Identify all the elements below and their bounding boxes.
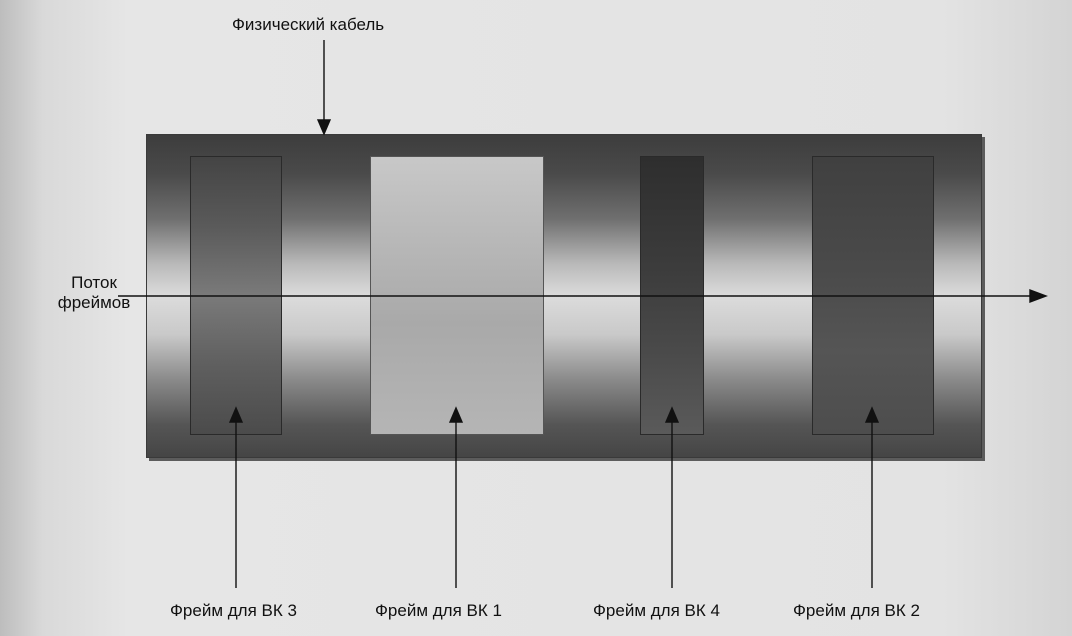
frame-stream-label-line1: Поток — [71, 273, 117, 292]
frame-vk2-pointer-head — [866, 408, 878, 422]
frame-vk1-label: Фрейм для ВК 1 — [375, 601, 502, 620]
frame-vk4-label: Фрейм для ВК 4 — [593, 601, 720, 620]
frame-stream-head — [1030, 290, 1046, 302]
frame-vk2-label: Фрейм для ВК 2 — [793, 601, 920, 620]
frame-vk4-pointer-head — [666, 408, 678, 422]
frame-stream-label-line2: фреймов — [57, 293, 131, 312]
frame-stream-label — [52, 273, 136, 313]
frame-vk3-pointer-head — [230, 408, 242, 422]
physical-cable-label: Физический кабель — [232, 15, 385, 34]
cable-pointer-head — [318, 120, 330, 134]
frame-vk1-pointer-head — [450, 408, 462, 422]
frame-vk3-label: Фрейм для ВК 3 — [170, 601, 297, 620]
